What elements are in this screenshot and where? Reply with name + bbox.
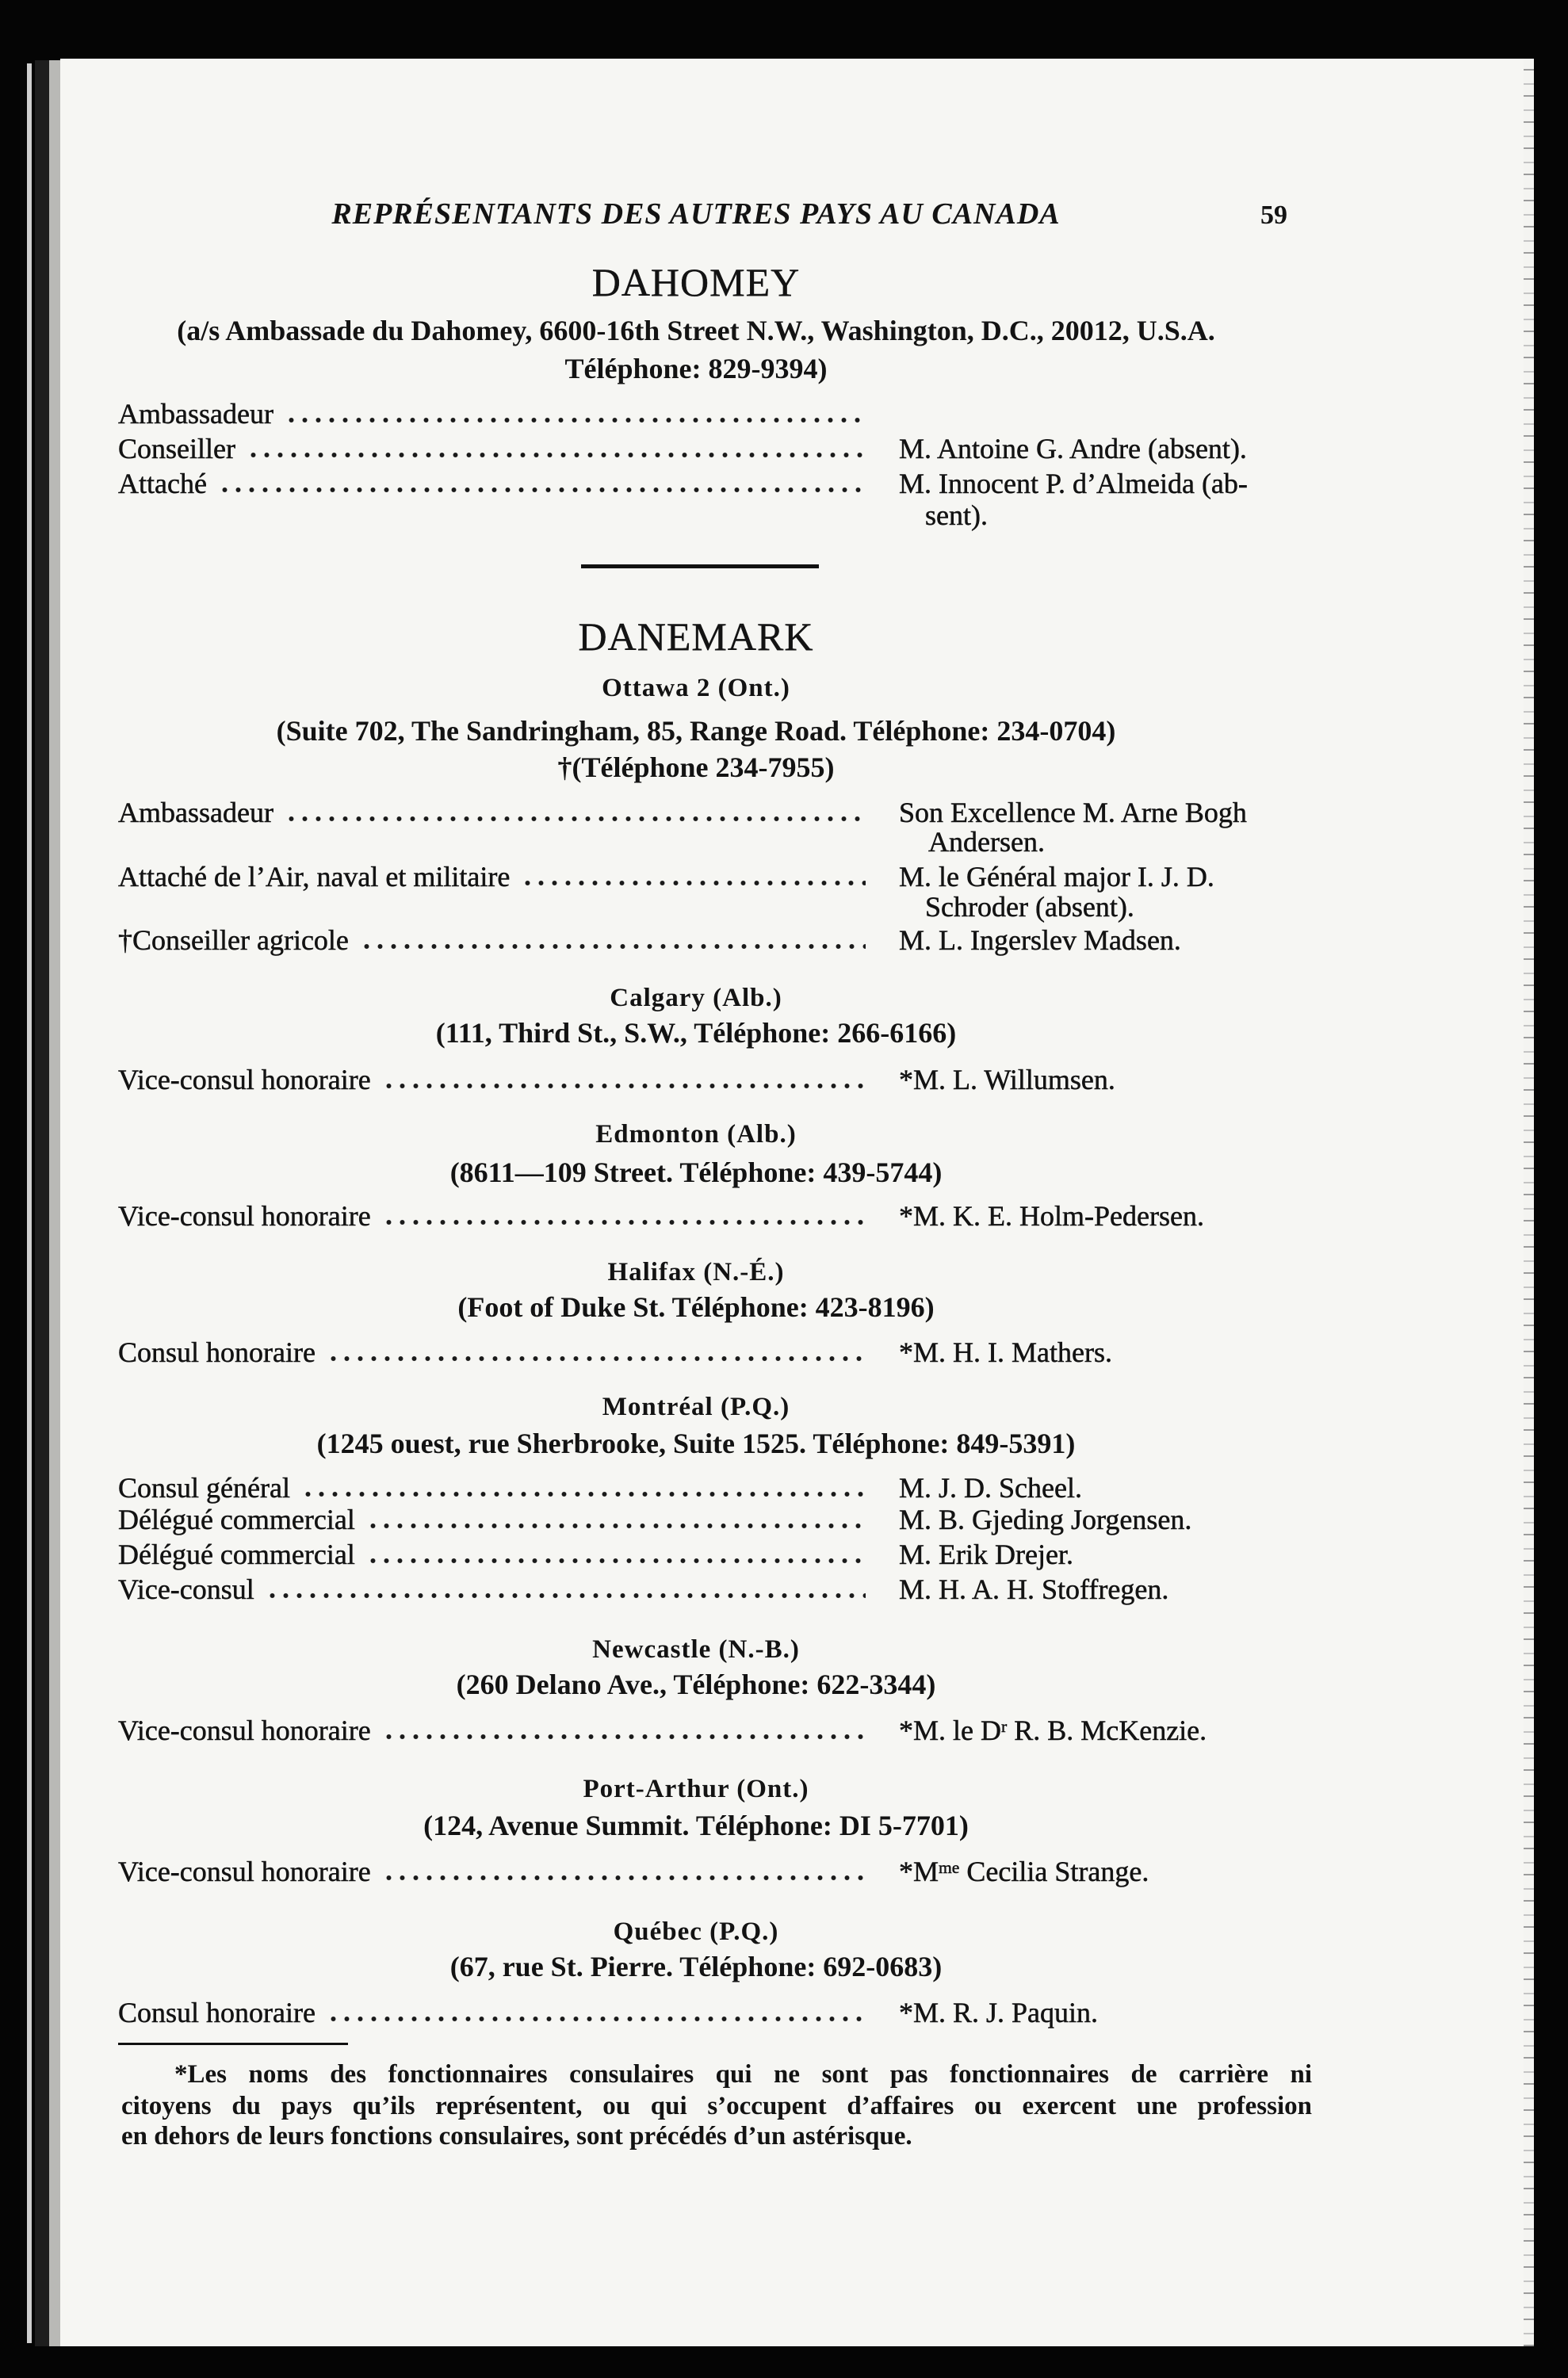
staff-title: Vice-consul honoraire: [118, 1715, 371, 1746]
staff-row: [118, 1062, 1115, 1097]
staff-name: *M. K. E. Holm-Pedersen.: [899, 1200, 1204, 1232]
staff-title: Consul honoraire: [118, 1997, 316, 2028]
country-heading-dahomey: DAHOMEY: [591, 260, 801, 304]
dot-leader: [218, 487, 866, 493]
page-edge: [1524, 59, 1534, 2346]
dot-leader: [360, 943, 866, 950]
staff-title-cell: [118, 396, 875, 431]
binding-shadow: [35, 60, 49, 2346]
staff-name-text: Cecilia Strange.: [959, 1856, 1149, 1887]
staff-name: M. Antoine G. Andre (absent).: [899, 433, 1247, 465]
staff-name: M. L. Ingerslev Madsen.: [899, 924, 1181, 956]
address-line: (260 Delano Ave., Téléphone: 622-3344): [456, 1669, 936, 1700]
dot-leader: [382, 1734, 866, 1740]
staff-row: [118, 795, 1247, 830]
section-divider-rule: [581, 564, 819, 568]
staff-name-continuation: Schroder (absent).: [925, 891, 1134, 923]
address-line: (Suite 702, The Sandringham, 85, Range Road. Téléphone: 234-0704): [276, 715, 1116, 747]
address-line: (124, Avenue Summit. Téléphone: DI 5-7701): [423, 1810, 969, 1841]
city-heading: Halifax (N.-É.): [607, 1258, 785, 1286]
city-heading: Port-Arthur (Ont.): [583, 1775, 809, 1803]
staff-title-cell: [118, 1335, 875, 1370]
staff-title-cell: [118, 1572, 875, 1607]
staff-title-cell: [118, 1854, 875, 1889]
staff-title-cell: [118, 1713, 875, 1748]
superscript-abbrev: r: [1001, 1717, 1008, 1737]
page-number: 59: [1260, 201, 1287, 230]
binding-highlight: [27, 63, 32, 2343]
address-line: (111, Third St., S.W., Téléphone: 266-6166): [435, 1017, 957, 1049]
staff-row: [118, 1199, 1204, 1233]
staff-row: [118, 1995, 1098, 2030]
staff-name: *M. R. J. Paquin.: [899, 1997, 1099, 2028]
staff-name: M. H. A. H. Stoffregen.: [899, 1573, 1169, 1605]
dot-leader: [366, 1523, 866, 1529]
city-heading: Edmonton (Alb.): [595, 1120, 797, 1149]
running-head-title: REPRÉSENTANTS DES AUTRES PAYS AU CANADA: [331, 197, 1061, 231]
dot-leader: [327, 2016, 866, 2022]
city-heading: Ottawa 2 (Ont.): [602, 674, 790, 702]
city-heading: Calgary (Alb.): [610, 984, 782, 1012]
staff-title-cell: [118, 859, 875, 894]
staff-row: [118, 1502, 1191, 1537]
staff-name-continuation: sent).: [925, 499, 988, 531]
staff-title: †Conseiller agricole: [118, 924, 349, 956]
staff-name: M. Erik Drejer.: [899, 1539, 1073, 1570]
staff-title: Délégué commercial: [118, 1539, 355, 1570]
staff-title-cell: [118, 1995, 875, 2030]
dot-leader: [382, 1083, 866, 1089]
dot-leader: [382, 1875, 866, 1881]
staff-row: [118, 923, 1181, 958]
city-heading: Québec (P.Q.): [613, 1917, 779, 1946]
dot-leader: [266, 1592, 866, 1599]
staff-title: Attaché: [118, 468, 207, 499]
staff-row: [118, 1572, 1168, 1607]
city-heading: Montréal (P.Q.): [602, 1393, 790, 1421]
staff-title: Délégué commercial: [118, 1504, 355, 1535]
dot-leader: [285, 816, 866, 822]
footnote-line: en dehors de leurs fonctions consulaires, sont précédés d’un astérisque.: [121, 2122, 912, 2151]
staff-title-cell: [118, 466, 875, 501]
staff-title: Conseiller: [118, 433, 235, 465]
city-heading: Newcastle (N.-B.): [592, 1635, 800, 1664]
dot-leader: [285, 417, 866, 423]
footnote-line: *Les noms des fonctionnaires consulaires qui ne sont pas fonctionnaires de carrière ni: [174, 2060, 1312, 2089]
staff-name: M. le Général major I. J. D.: [899, 861, 1214, 893]
staff-row: [118, 1713, 1207, 1752]
staff-title-cell: [118, 1470, 875, 1505]
dot-leader: [382, 1219, 866, 1225]
address-line: (67, rue St. Pierre. Téléphone: 692-0683): [449, 1951, 943, 1982]
staff-row: [118, 431, 1247, 466]
staff-name-continuation: Andersen.: [928, 826, 1045, 858]
staff-name-text: R. B. McKenzie.: [1007, 1715, 1207, 1746]
staff-title-cell: [118, 1502, 875, 1537]
address-line: (Foot of Duke St. Téléphone: 423-8196): [457, 1291, 935, 1323]
staff-row: [118, 396, 875, 431]
staff-name-text: *M: [899, 1856, 939, 1887]
staff-title: Attaché de l’Air, naval et militaire: [118, 861, 511, 893]
staff-title-cell: [118, 1537, 875, 1572]
binding-gutter: [49, 60, 60, 2346]
staff-title-cell: [118, 923, 875, 958]
address-line: (a/s Ambassade du Dahomey, 6600-16th Street N.W., Washington, D.C., 20012, U.S.A.: [177, 315, 1215, 346]
staff-name: *M. L. Willumsen.: [899, 1064, 1115, 1095]
staff-row: [118, 1335, 1112, 1370]
dot-leader: [521, 880, 866, 886]
staff-title: Consul général: [118, 1472, 290, 1504]
staff-title: Vice-consul honoraire: [118, 1856, 371, 1887]
staff-name: [899, 1854, 1149, 1893]
superscript-abbrev: me: [939, 1858, 960, 1878]
staff-row: [118, 466, 1248, 501]
address-line: (8611—109 Street. Téléphone: 439-5744): [449, 1157, 943, 1188]
staff-title: Vice-consul honoraire: [118, 1064, 371, 1095]
staff-name: M. Innocent P. d’Almeida (ab-: [899, 468, 1248, 499]
staff-title: Vice-consul: [118, 1573, 254, 1605]
staff-title-cell: [118, 1062, 875, 1097]
staff-name: M. J. D. Scheel.: [899, 1472, 1082, 1504]
address-line: (1245 ouest, rue Sherbrooke, Suite 1525. Téléphone: 849-5391): [316, 1428, 1076, 1459]
footnote-line: citoyens du pays qu’ils représentent, ou qui s’occupent d’affaires ou exercent une profession: [121, 2092, 1312, 2120]
staff-name-text: *M. le D: [899, 1715, 1001, 1746]
address-line: Téléphone: 829-9394): [564, 353, 828, 384]
staff-name: *M. H. I. Mathers.: [899, 1336, 1112, 1368]
staff-title: Consul honoraire: [118, 1336, 316, 1368]
staff-name: Son Excellence M. Arne Bogh: [899, 797, 1247, 828]
staff-title-cell: [118, 431, 875, 466]
dot-leader: [247, 452, 866, 458]
staff-title-cell: [118, 795, 875, 830]
staff-row: [118, 1854, 1149, 1893]
staff-title-cell: [118, 1199, 875, 1233]
dot-leader: [366, 1558, 866, 1564]
dot-leader: [327, 1355, 866, 1362]
staff-row: [118, 1537, 1073, 1572]
staff-title: Ambassadeur: [118, 398, 273, 430]
staff-row: [118, 1470, 1082, 1505]
staff-title: Ambassadeur: [118, 797, 273, 828]
country-heading-danemark: DANEMARK: [578, 614, 814, 659]
address-line: †(Téléphone 234-7955): [557, 751, 835, 783]
staff-name: [899, 1713, 1207, 1752]
staff-name: M. B. Gjeding Jorgensen.: [899, 1504, 1192, 1535]
footnote-rule: [118, 2043, 348, 2045]
staff-title: Vice-consul honoraire: [118, 1200, 371, 1232]
dot-leader: [301, 1491, 866, 1497]
